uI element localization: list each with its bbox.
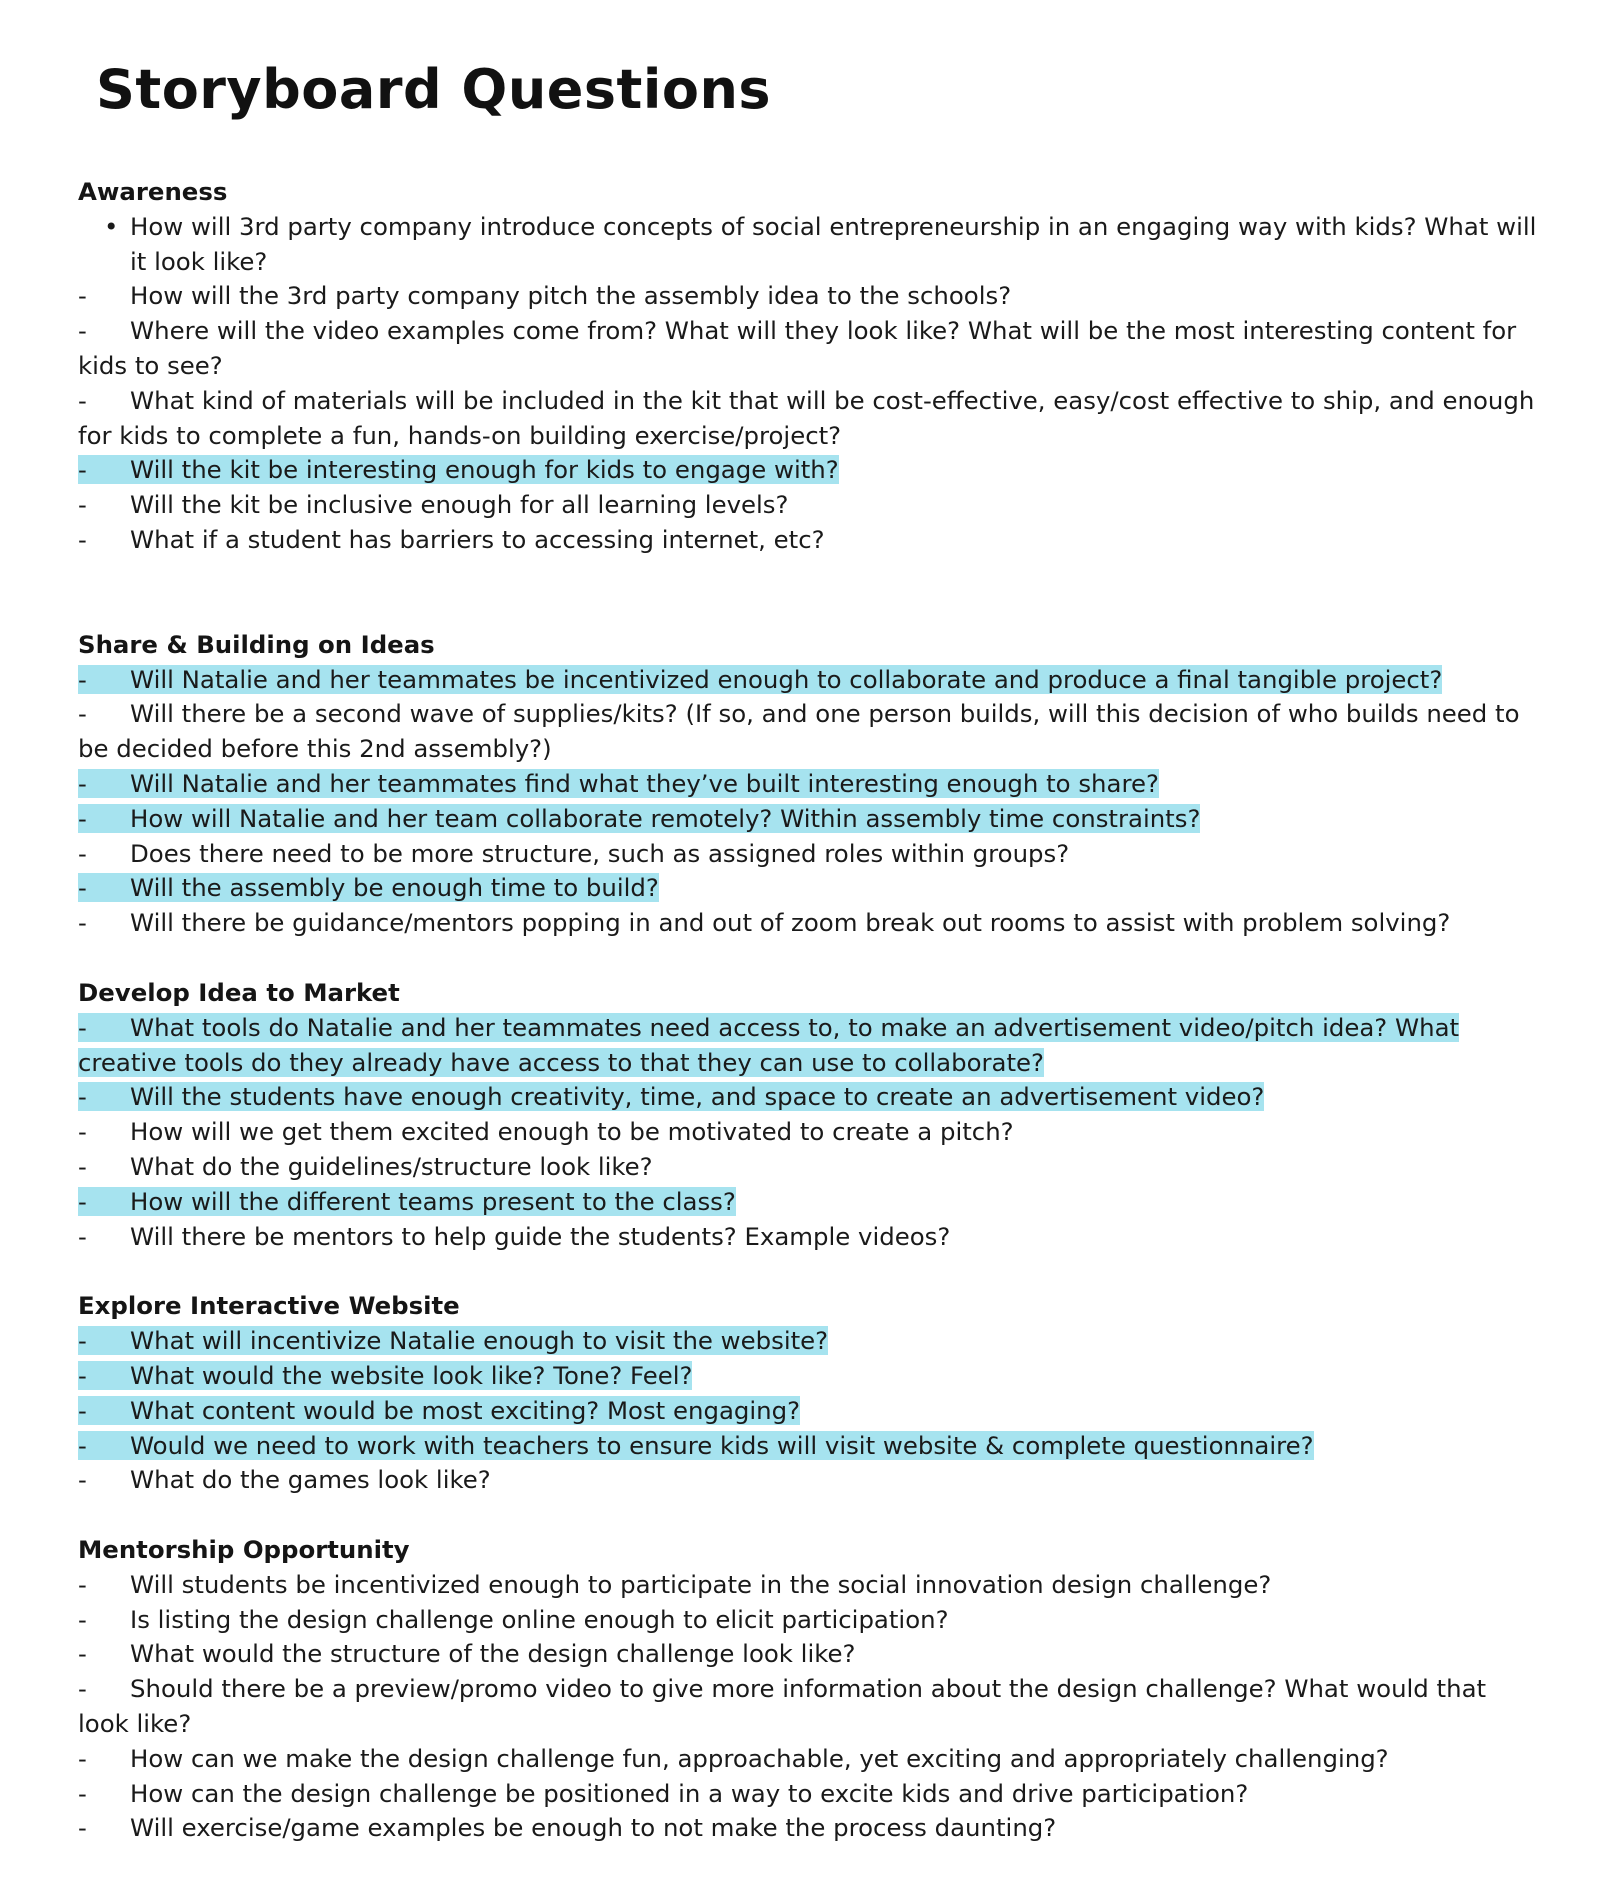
item-text: [78, 1117, 1014, 1146]
item-text: [130, 247, 267, 276]
item-text: [78, 1639, 855, 1668]
list-item: [78, 1811, 1438, 1846]
list-item: [78, 349, 1438, 384]
item-line: kids to see?: [78, 350, 223, 380]
section-spacer: [78, 558, 1438, 628]
list-item: [78, 419, 1438, 454]
list-item: [78, 1046, 1438, 1081]
item-text: [130, 212, 1536, 241]
item-text: [78, 316, 1516, 345]
list-item: [78, 488, 1438, 523]
item-text: [78, 839, 1069, 868]
dash-marker: -: [78, 1674, 87, 1704]
item-text: [78, 1222, 950, 1251]
dash-marker: -: [78, 455, 87, 485]
dash-marker: -: [78, 1430, 87, 1460]
section-heading: Awareness: [78, 177, 228, 206]
item-line: What do the games look like?: [130, 1465, 491, 1495]
item-line: Will there be a second wave of supplies/kits? (If so, and one person builds, will this decision of who builds need to: [130, 699, 1520, 729]
list-item: [78, 1672, 1487, 1707]
highlighted-text: [78, 1431, 1314, 1460]
list-item: [78, 1394, 1438, 1429]
list-item: [78, 1603, 1438, 1638]
dash-marker: -: [78, 1569, 87, 1599]
list-item: [78, 1150, 1438, 1185]
dash-marker: -: [78, 1360, 87, 1390]
item-line: Will there be guidance/mentors popping in and out of zoom break out rooms to assist with problem solving?: [130, 908, 1451, 938]
item-line: Does there need to be more structure, such as assigned roles within groups?: [130, 838, 1070, 868]
dash-marker: -: [78, 803, 87, 833]
list-item: [78, 871, 1438, 906]
highlighted-text: [78, 665, 1442, 694]
dash-marker: -: [78, 1639, 87, 1669]
item-text: [78, 1709, 191, 1738]
dash-marker: -: [78, 1186, 87, 1216]
list-item: [78, 697, 1520, 732]
dash-marker: -: [78, 699, 87, 729]
item-line: What will incentivize Natalie enough to visit the website?: [130, 1326, 829, 1356]
dash-marker: -: [78, 1151, 87, 1181]
highlighted-text: [78, 1048, 1044, 1077]
dash-marker: -: [78, 1012, 87, 1042]
list-item: [78, 1742, 1438, 1777]
list-item: [78, 314, 1517, 349]
list-item: [78, 837, 1438, 872]
dash-marker: -: [78, 768, 87, 798]
highlighted-text: [78, 1187, 736, 1216]
dash-marker: -: [78, 1221, 87, 1251]
item-line: What would the website look like? Tone? Feel?: [130, 1360, 693, 1390]
list-item: [78, 1359, 1438, 1394]
item-line: What tools do Natalie and her teammates need access to, to make an advertisement video/pitch idea? What: [130, 1012, 1460, 1042]
list-item: [78, 279, 1438, 314]
list-item: [78, 210, 1537, 245]
highlighted-text: [78, 1396, 800, 1425]
list-item: [78, 1637, 1438, 1672]
list-item: [78, 1429, 1438, 1464]
highlighted-text: [78, 769, 1159, 798]
list-item: [78, 1777, 1438, 1812]
highlighted-text: [78, 1082, 1264, 1111]
list-item: [78, 1115, 1438, 1150]
list-item: [78, 732, 1438, 767]
item-line: for kids to complete a fun, hands-on building exercise/project?: [78, 420, 842, 450]
item-line: Will Natalie and her teammates be incentivized enough to collaborate and produce a final tangible project?: [130, 664, 1443, 694]
section-heading: Develop Idea to Market: [78, 977, 400, 1007]
item-text: [78, 1152, 653, 1181]
item-line: Will the kit be inclusive enough for all learning levels?: [130, 490, 789, 520]
highlighted-text: [78, 804, 1200, 833]
item-line: Would we need to work with teachers to ensure kids will visit website & complete questionnaire?: [130, 1430, 1314, 1460]
dash-marker: -: [78, 873, 87, 903]
dash-marker: -: [78, 1604, 87, 1634]
list-item: [78, 1463, 1438, 1498]
dash-marker: -: [78, 1743, 87, 1773]
item-line: How can we make the design challenge fun, approachable, yet exciting and appropriately challenging?: [130, 1743, 1389, 1773]
dash-marker: -: [78, 1778, 87, 1808]
dash-marker: -: [78, 1326, 87, 1356]
list-item: [78, 1568, 1438, 1603]
list-item: [78, 1220, 1438, 1255]
dash-marker: -: [78, 524, 87, 554]
dash-marker: -: [78, 664, 87, 694]
item-line: What do the guidelines/structure look like?: [130, 1151, 653, 1181]
item-text: [78, 351, 223, 380]
item-text: [78, 490, 788, 519]
item-line: How can the design challenge be positioned in a way to excite kids and drive participation?: [130, 1778, 1249, 1808]
item-line: Will exercise/game examples be enough to not make the process daunting?: [130, 1813, 1057, 1843]
item-line: Should there be a preview/promo video to give more information about the design challenge? What would that: [130, 1674, 1487, 1704]
item-text: [78, 1674, 1486, 1703]
list-item: [78, 1185, 1438, 1220]
item-line: it look like?: [130, 246, 268, 276]
dash-marker: -: [78, 385, 87, 415]
dash-marker: -: [78, 838, 87, 868]
item-text: [78, 386, 1534, 415]
item-line: creative tools do they already have access to that they can use to collaborate?: [78, 1047, 1044, 1077]
dash-marker: -: [78, 908, 87, 938]
item-line: How will the different teams present to the class?: [130, 1186, 736, 1216]
item-text: [78, 1779, 1248, 1808]
highlighted-text: [78, 455, 839, 484]
item-text: [78, 1813, 1056, 1842]
item-line: Is listing the design challenge online enough to elicit participation?: [130, 1604, 949, 1634]
section-heading: Explore Interactive Website: [78, 1291, 460, 1321]
highlighted-text: [78, 873, 659, 902]
item-line: What if a student has barriers to accessing internet, etc?: [130, 524, 825, 554]
dash-marker: -: [78, 1395, 87, 1425]
page-title: Storyboard Questions: [96, 58, 772, 121]
item-line: Will Natalie and her teammates find what they’ve built interesting enough to share?: [130, 768, 1159, 798]
item-line: What would the structure of the design challenge look like?: [130, 1639, 856, 1669]
list-item: [78, 663, 1443, 698]
list-item: [78, 523, 1438, 558]
item-text: [78, 525, 825, 554]
section-heading: Share & Building on Ideas: [78, 629, 435, 659]
item-text: [78, 734, 552, 763]
highlighted-text: [78, 1013, 1459, 1042]
list-item: [78, 1011, 1460, 1046]
list-item: [78, 384, 1535, 419]
dash-marker: -: [78, 490, 87, 520]
highlighted-text: [78, 1361, 692, 1390]
section-heading: Mentorship Opportunity: [78, 1535, 410, 1565]
bullet-icon: •: [104, 211, 119, 241]
item-line: Will there be mentors to help guide the students? Example videos?: [130, 1221, 951, 1251]
document-body: [78, 175, 1537, 1846]
item-line: Will the kit be interesting enough for kids to engage with?: [130, 455, 839, 485]
item-text: [78, 1605, 949, 1634]
item-line: What kind of materials will be included in the kit that will be cost-effective, easy/cost effective to ship, and enough: [130, 385, 1535, 415]
item-line: Will the students have enough creativity, time, and space to create an advertisement video?: [130, 1082, 1265, 1112]
item-line: How will Natalie and her team collaborate remotely? Within assembly time constraints?: [130, 803, 1201, 833]
item-line: Where will the video examples come from? What will they look like? What will be the most interesting content for: [130, 316, 1517, 346]
dash-marker: -: [78, 281, 87, 311]
item-line: Will the assembly be enough time to build?: [130, 873, 659, 903]
item-text: [78, 1570, 1271, 1599]
item-text: [78, 1465, 491, 1494]
dash-marker: -: [78, 1082, 87, 1112]
list-item: [78, 802, 1438, 837]
highlighted-text: [78, 1326, 828, 1355]
item-text: [78, 421, 841, 450]
dash-marker: -: [78, 1465, 87, 1495]
list-item: [78, 1707, 1438, 1742]
item-text: [78, 281, 1011, 310]
item-line: How will we get them excited enough to be motivated to create a pitch?: [130, 1117, 1014, 1147]
list-item: [78, 1324, 1438, 1359]
list-item: [78, 245, 1438, 280]
item-line: What content would be most exciting? Most engaging?: [130, 1395, 801, 1425]
section-spacer: [78, 1254, 1438, 1289]
dash-marker: -: [78, 1117, 87, 1147]
list-item: [78, 1080, 1438, 1115]
dash-marker: -: [78, 316, 87, 346]
item-line: How will the 3rd party company pitch the assembly idea to the schools?: [130, 281, 1012, 311]
item-line: be decided before this 2nd assembly?): [78, 734, 552, 764]
section-spacer: [78, 941, 1438, 976]
dash-marker: -: [78, 1813, 87, 1843]
section-spacer: [78, 1498, 1438, 1533]
item-line: How will 3rd party company introduce concepts of social entrepreneurship in an engaging way with kids? What will: [130, 211, 1537, 241]
list-item: [78, 453, 1438, 488]
list-item: [78, 906, 1451, 941]
item-text: [78, 1744, 1389, 1773]
item-text: [78, 699, 1520, 728]
item-line: look like?: [78, 1709, 192, 1739]
item-line: Will students be incentivized enough to participate in the social innovation design challenge?: [130, 1569, 1272, 1599]
item-text: [78, 908, 1450, 937]
list-item: [78, 767, 1438, 802]
